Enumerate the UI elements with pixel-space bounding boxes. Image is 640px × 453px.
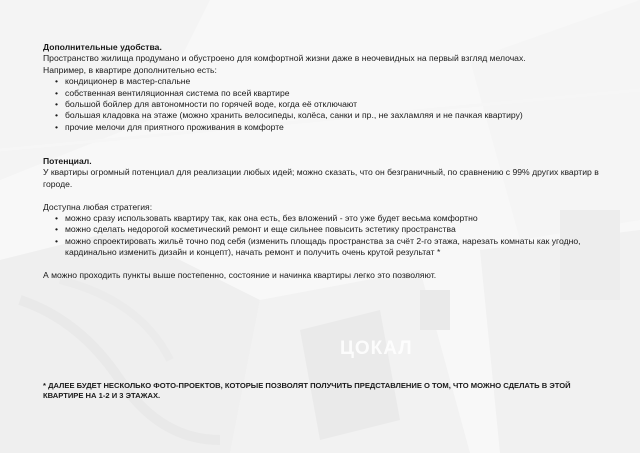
list-item: • можно спроектировать жильё точно под себя (изменить площадь пространства за счёт 2-го этажа, нарезать комнаты как угодно, кардинально изменить дизайн и концепт), начать ремонт и получить очень крутой результат * (65, 236, 603, 259)
list-item: • большая кладовка на этаже (можно хранить велосипеды, колёса, санки и пр., не захламляя и не пачкая квартиру) (65, 110, 603, 121)
potential-heading: Потенциал. (43, 156, 92, 167)
amenities-heading: Дополнительные удобства. (43, 42, 162, 52)
watermark: ЦОКАЛ (340, 338, 413, 359)
amenities-intro: Пространство жилища продумано и обустроено для комфортной жизни даже в неочевидных на первый взгляд мелочах. (43, 53, 526, 64)
list-item: • большой бойлер для автономности по горячей воде, когда её отключают (65, 99, 603, 110)
amenities-intro-2: Например, в квартире дополнительно есть: (43, 64, 217, 75)
list-item: • прочие мелочи для приятного проживания в комфорте (65, 122, 603, 133)
list-item: • можно сразу использовать квартиру так, как она есть, без вложений - это уже будет весьма комфортно (65, 213, 603, 224)
potential-intro: У квартиры огромный потенциал для реализации любых идей; можно сказать, что он безграничный, по сравнению с 99% других квартир в городе. (43, 167, 599, 189)
footnote: * ДАЛЕЕ БУДЕТ НЕСКОЛЬКО ФОТО-ПРОЕКТОВ, КОТОРЫЕ ПОЗВОЛЯТ ПОЛУЧИТЬ ПРЕДСТАВЛЕНИЕ О ТОМ, ЧТО МОЖНО СДЕЛАТЬ В ЭТОЙ КВАРТИРЕ НА 1-2 И 3 ЭТАЖАХ. (43, 381, 571, 401)
list-item: • можно сделать недорогой косметический ремонт и еще сильнее повысить эстетику пространства (65, 224, 603, 235)
strategy-label: Доступна любая стратегия: (43, 201, 153, 212)
list-item: • собственная вентиляционная система по всей квартире (65, 88, 603, 99)
amenities-list (43, 76, 603, 133)
strategy-list (43, 213, 603, 259)
list-item: • кондиционер в мастер-спальне (65, 76, 603, 87)
text-content (43, 42, 603, 281)
closing-text: А можно проходить пункты выше постепенно, состояние и начинка квартиры легко это позволяют. (43, 270, 437, 281)
